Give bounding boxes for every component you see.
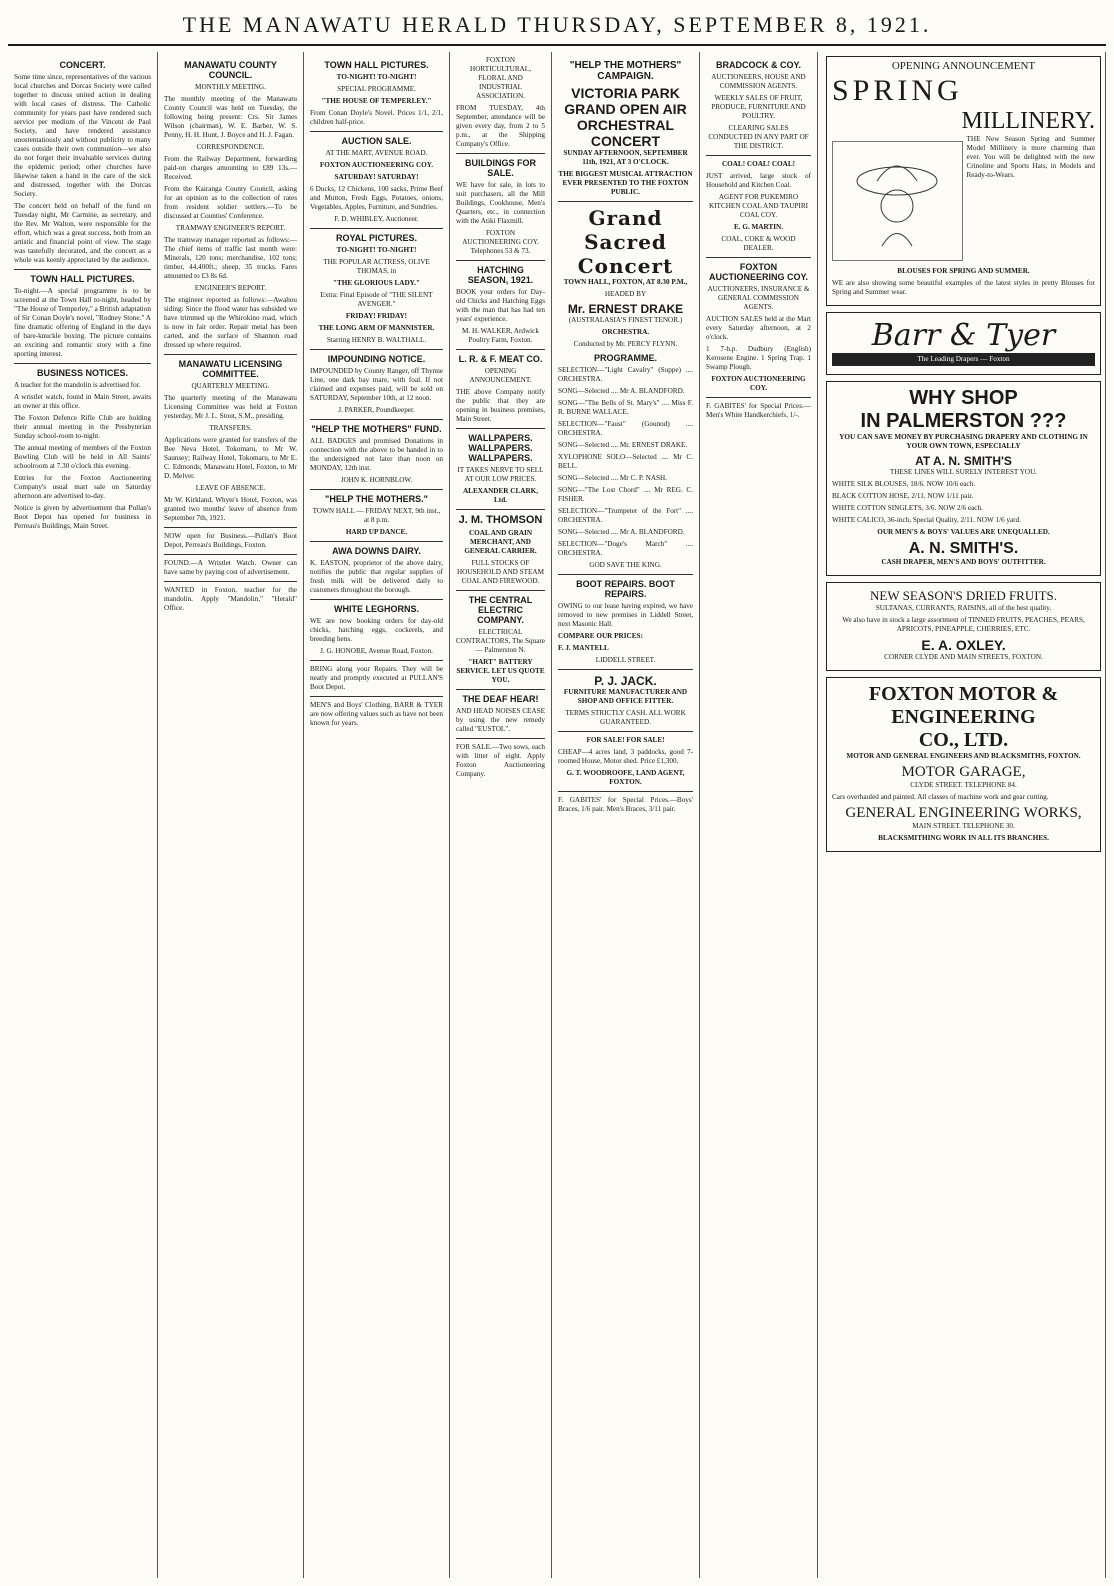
divider (706, 155, 811, 156)
column-5 (552, 52, 700, 1578)
ad-line: BLACKSMITHING WORK IN ALL ITS BRANCHES. (878, 834, 1049, 842)
notice-text: The annual meeting of members of the Foxton Bowling Club will be held in All Saints' schoolroom at 7.30 o'clock this evening. (14, 444, 151, 470)
heading-buildings-for-sale: BUILDINGS FOR SALE. (465, 158, 536, 178)
divider (310, 660, 443, 661)
ad-line: WE are now booking orders for day-old chicks, hatching eggs, cockerels, and breeding hens. (310, 617, 443, 643)
ad-line: FOR SALE! FOR SALE! (586, 736, 665, 744)
ad-line: ALEXANDER CLARK, Ltd. (462, 487, 539, 504)
ad-line: FURNITURE MANUFACTURER AND SHOP AND OFFICE FITTER. (563, 688, 688, 705)
ad-line: From Conan Doyle's Novel. Prices 1/1, 2/1, children half-price. (310, 109, 443, 126)
ad-line: F. J. MANTELL (558, 644, 609, 652)
ad-line: BRING along your Repairs. They will be neatly and promptly executed at PULLAN'S Boot Depot. (310, 665, 443, 691)
heading-awa-downs-dairy: AWA DOWNS DAIRY. (332, 546, 421, 556)
ad-line: "THE GLORIOUS LADY." (333, 279, 420, 287)
ad-line: FULL STOCKS OF HOUSEHOLD AND STEAM COAL AND FIREWOOD. (456, 559, 545, 585)
masthead (8, 6, 1106, 46)
ad-line: A. N. SMITH'S. (908, 540, 1019, 557)
notice-text: Notice is given by advertisement that Pullan's Boot Depot has opened for business in Perreau's Buildings, Main Street. (14, 504, 151, 530)
ad-line: SPRING (832, 74, 963, 107)
heading-county-council: MANAWATU COUNTY COUNCIL. (184, 60, 277, 80)
ad-line: WHY SHOP (909, 387, 1018, 409)
ad-line: G. T. WOODROOFE, LAND AGENT, FOXTON. (566, 769, 685, 786)
ad-line: AUCTIONEERS, INSURANCE & GENERAL COMMISSION AGENTS. (707, 285, 810, 311)
heading-white-leghorns: WHITE LEGHORNS. (334, 604, 419, 614)
ad-line: MAIN STREET. TELEPHONE 30. (912, 822, 1015, 830)
heading-pj-jack: P. J. JACK. (594, 674, 657, 688)
divider (310, 228, 443, 229)
ad-line: CO., LTD. (918, 729, 1009, 751)
ad-line: E. G. MARTIN. (733, 223, 784, 231)
ad-line: TO-NIGHT! TO-NIGHT! (336, 73, 417, 81)
divider (310, 131, 443, 132)
divider (456, 428, 545, 429)
divider (164, 581, 297, 582)
ad-line: JOHN K. HORNBLOW. (340, 476, 413, 484)
heading-programme: PROGRAMME. (594, 353, 657, 363)
ad-line: FOXTON AUCTIONEERING COY. Telephones 53 & 73. (462, 229, 539, 255)
programme-item: SELECTION—"Light Cavalry" (Suppe) .... ORCHESTRA. (558, 366, 693, 383)
article-text: The concert held on behalf of the fund on Tuesday night, Mr Carmine, as secretary, and the Rev. Mr Walton, were responsible for the effort, which was a great success, both from an artistic and financial point of view. The stage was tastefully decorated, and the concert as a whole was keenly appreciated by the audience. (14, 202, 151, 264)
ad-line: FOXTON MOTOR & (868, 683, 1059, 705)
programme-item: SELECTION—"Doge's March" .... ORCHESTRA. (558, 540, 693, 557)
column-6 (700, 52, 818, 1578)
divider (456, 509, 545, 510)
divider (456, 153, 545, 154)
ad-line: AT A. N. SMITH'S (915, 454, 1012, 468)
article-text: The engineer reported as follows:—Awahou siding: Since the flood water has subsided we have trimmed up the Whirokino road, which is now in fair order. Repair metal has been carted, and the surface of Shannon road dressed up where required. (164, 296, 297, 349)
divider (310, 541, 443, 542)
ad-line: "HART" BATTERY SERVICE. LET US QUOTE YOU. (456, 658, 545, 684)
ad-line: K. EASTON, proprietor of the above dairy, notifies the public that regular supplies of fresh milk will be delivered daily to customers throughout the borough. (310, 559, 443, 594)
article-text: From the Kairanga County Council, asking for an opinion as to the collection of rates from resident soldier settlers.—To be discussed at Counties' Conference. (164, 185, 297, 220)
ad-line: GENERAL ENGINEERING WORKS, (845, 805, 1082, 821)
subheading: ENGINEER'S REPORT. (194, 284, 267, 292)
article-text: To-night.—A special programme is to be screened at the Town Hall to-night, headed by "The House of Temperley," a British adaptation of Sir Conan Doyle's novel, "Rodney Stone." A fine dramatic offering of England in the days of bare-knuckle boxing. The picture contains an exciting and romantic story with a fine sporting interest. (14, 287, 151, 358)
ad-line: TO-NIGHT! TO-NIGHT! (336, 246, 417, 254)
heading-help-mothers: "HELP THE MOTHERS." (325, 494, 428, 504)
hat-icon (852, 151, 942, 251)
ad-line: YOU CAN SAVE MONEY BY PURCHASING DRAPERY AND CLOTHING IN YOUR OWN TOWN, ESPECIALLY (839, 433, 1088, 450)
ad-line: AT THE MART, AVENUE ROAD. (325, 149, 428, 157)
ad-line: JUST arrived, large stock of Household and Kitchen Coal. (706, 172, 811, 189)
heading-help-mothers-campaign: "HELP THE MOTHERS" CAMPAIGN. (569, 60, 682, 82)
ad-line: FRIDAY! FRIDAY! (345, 312, 408, 320)
ad-line: (AUSTRALASIA'S FINEST TENOR.) (568, 316, 683, 324)
price-item: WHITE COTTON SINGLETS, 3/6. NOW 2/6 each. (832, 504, 983, 512)
ad-line: NEW SEASON'S DRIED FRUITS. (869, 588, 1057, 603)
heading-hatching-season: HATCHING SEASON, 1921. (467, 265, 534, 285)
ad-line: COAL, COKE & WOOD DEALER. (721, 235, 796, 252)
notice-text: The Foxton Defence Rifle Club are holding their annual meeting in the Presbyterian Sunday school-room to-night. (14, 414, 151, 440)
heading-thomson: J. M. THOMSON (458, 514, 543, 526)
ad-line: E. A. OXLEY. (921, 637, 1006, 653)
programme-item: SONG—Selected .... Mr A. BLANDFORD. (558, 387, 685, 395)
ad-line: F. D. WHIBLEY, Auctioneer. (334, 215, 419, 223)
ad-line: SUNDAY AFTERNOON, SEPTEMBER 11th, 1921, AT 3 O'CLOCK. (563, 149, 688, 166)
ad-line: IN PALMERSTON ??? (860, 410, 1067, 432)
divider (558, 791, 693, 792)
ad-line: CLYDE STREET. TELEPHONE 84. (910, 781, 1017, 789)
ad-line: Mr. ERNEST DRAKE (567, 302, 684, 316)
ad-line: Barr & Tyer (871, 318, 1056, 353)
divider (706, 397, 811, 398)
heading-wallpapers: WALLPAPERS. WALLPAPERS. WALLPAPERS. (468, 433, 533, 463)
ad-line: OPENING ANNOUNCEMENT. (469, 367, 532, 384)
divider (310, 696, 443, 697)
ad-line: ENGINEERING (891, 706, 1036, 728)
subheading: TRAMWAY ENGINEER'S REPORT. (175, 224, 286, 232)
heading-concert: CONCERT. (59, 60, 106, 70)
price-item: WHITE SILK BLOUSES, 18/6. NOW 10/6 each. (832, 480, 975, 488)
ad-line: AND HEAD NOISES CEASE by using the new remedy called "EUSTOL". (456, 707, 545, 733)
ad-line: ALL BADGES and promised Donations in connection with the above to be handed in to the undersigned not later than noon on MONDAY, 12th inst. (310, 437, 443, 472)
ad-line: F. GABITES' for Special Prices.—Men's White Handkerchiefs, 1/-. (706, 402, 811, 419)
ad-line: OWING to our lease having expired, we have removed to new premises in Liddell Street, next Masonic Hall. (558, 602, 693, 628)
ad-line: THE above Company notify the public that they are opening in business premises, Main Street. (456, 388, 545, 423)
foxton-motor-ad (826, 677, 1101, 852)
millinery-ad (826, 56, 1101, 306)
divider (558, 201, 693, 202)
ad-line: SULTANAS, CURRANTS, RAISINS, all of the best quality. (875, 604, 1052, 612)
ad-line: SPECIAL PROGRAMME. (337, 85, 416, 93)
ad-line: SATURDAY! SATURDAY! (334, 173, 419, 181)
programme-item: SONG—"The Bells of St. Mary's" .... Miss F. R. BURNE WALLACE. (558, 399, 693, 416)
ad-line: Conducted by Mr. PERCY FLYNN. (573, 340, 678, 348)
subheading: CORRESPONDENCE. (196, 143, 265, 151)
ad-line: WE are also showing some beautiful examples of the latest styles in pretty Blouses for Spring and Summer wear. (832, 279, 1095, 296)
divider (456, 689, 545, 690)
classified-ad: FOUND.—A Wristlet Watch. Owner can have same by paying cost of advertisement. (164, 559, 297, 576)
article-text: Mr W. Kirkland, Whyte's Hotel, Foxton, was granted two months' leave of absence from September 7th, 1921. (164, 496, 297, 522)
ad-line: OUR MEN'S & BOYS' VALUES ARE UNEQUALLED. (877, 528, 1050, 536)
column-7 (822, 52, 1106, 1578)
ad-line: IT TAKES NERVE TO SELL AT OUR LOW PRICES. (457, 466, 544, 483)
subheading: LEAVE OF ABSENCE. (195, 484, 266, 492)
divider (164, 554, 297, 555)
heading-royal-pictures: ROYAL PICTURES. (335, 233, 418, 243)
ad-line: J. PARKER, Poundkeeper. (338, 406, 415, 414)
ad-line: THE POPULAR ACTRESS, OLIVE THOMAS, in (323, 258, 430, 275)
ad-line: MOTOR AND GENERAL ENGINEERS AND BLACKSMITHS, FOXTON. (846, 752, 1081, 760)
ad-line: HARD UP DANCE. (345, 528, 408, 536)
ad-line: BOOK your orders for Day-old Chicks and Hatching Eggs with the man that has had ten years' experience. (456, 288, 545, 323)
notice-text: A wristlet watch, found in Main Street, awaits an owner at this office. (14, 393, 151, 410)
divider (310, 349, 443, 350)
heading-horticultural: FOXTON HORTICULTURAL, FLORAL AND INDUSTRIAL ASSOCIATION. (470, 56, 531, 100)
article-text: Applications were granted for transfers of the Bee Neva Hotel, Tokomaru, to Mr W. Saunsey; Railway Hotel, Tokomaru, to Mr E. C. Edmonds; Manawatu Hotel, Foxton, to Mr D. Melver. (164, 436, 297, 480)
heading-bradcock: BRADCOCK & COY. (715, 60, 801, 70)
ad-line: VICTORIA PARK (571, 85, 680, 101)
programme-item: SELECTION—"Trumpeter of the Fort" .... ORCHESTRA. (558, 507, 693, 524)
ad-line: "THE HOUSE OF TEMPERLEY." (321, 97, 432, 105)
heading-boot-repairs: BOOT REPAIRS. BOOT REPAIRS. (576, 579, 675, 599)
subheading: QUARTERLY MEETING. (191, 382, 270, 390)
masthead-title: THE MANAWATU HERALD THURSDAY, SEPTEMBER 8, 1921. (182, 12, 932, 37)
ad-line: OPENING ANNOUNCEMENT (891, 60, 1036, 72)
divider (456, 260, 545, 261)
divider (456, 738, 545, 739)
ad-line: THE New Season Spring and Summer Model Millinery is more charming than ever. You will be delighted with the new Crinoline and Sports Hats, in Models and Ready-to-Wears. (966, 135, 1095, 179)
heading-licensing-committee: MANAWATU LICENSING COMMITTEE. (178, 359, 283, 379)
ad-line: BLOUSES FOR SPRING AND SUMMER. (897, 267, 1030, 275)
heading-town-hall-pictures: TOWN HALL PICTURES. (30, 274, 135, 284)
ad-line: THE LONG ARM OF MANNISTER. (318, 324, 435, 332)
price-item: BLACK COTTON HOSE, 2/11. NOW 1/11 pair. (832, 492, 974, 500)
ad-line: GOD SAVE THE KING. (589, 561, 662, 569)
article-text: The quarterly meeting of the Manawatu Licensing Committee was held at Foxton yesterday, Mr J. L. Stout, S.M., presiding. (164, 394, 297, 420)
ad-line: MEN'S and Boys' Clothing, BARR & TYER are now offering values such as have not been known for years. (310, 701, 443, 727)
classified-ad: NOW open for Business.—Pullan's Boot Depot, Perreau's Buildings, Foxton. (164, 532, 297, 549)
ad-line: We also have in stock a large assortment of TINNED FRUITS, PEACHES, PEARS, APRICOTS, PINEAPPLE, CHERRIES, ETC. (842, 616, 1085, 633)
ad-line: WE have for sale, in lots to suit purchasers, all the Mill Buildings, Cookhouse, Men's Quarters, etc., in connection with the Atiki Flaxmill. (456, 181, 545, 225)
ad-line: COAL! COAL! COAL! (721, 160, 796, 168)
ad-line: MOTOR GARAGE, (901, 764, 1026, 780)
divider (456, 349, 545, 350)
heading-help-mothers-fund: "HELP THE MOTHERS" FUND. (311, 424, 442, 434)
divider (310, 489, 443, 490)
divider (310, 599, 443, 600)
divider (558, 669, 693, 670)
divider (14, 269, 151, 270)
ad-line: IMPOUNDED by County Ranger, off Thynne Line, one dark bay mare, with foal. If not claimed and expenses paid, will be sold on SATURDAY, September 10th, at 12 noon. (310, 367, 443, 402)
price-item: WHITE CALICO, 36-inch, Special Quality, 2/11. NOW 1/6 yard. (832, 516, 1021, 524)
ad-line: Cars overhauled and painted. All classes of machine work and gear cutting. (832, 793, 1049, 801)
hat-illustration (832, 141, 963, 261)
ad-line: CHEAP—4 acres land, 3 paddocks, good 7-roomed House, Motor shed. Price £1,300. (558, 748, 693, 765)
divider (164, 527, 297, 528)
column-4 (450, 52, 552, 1578)
heading-central-electric: THE CENTRAL ELECTRIC COMPANY. (468, 595, 533, 625)
notice-text: A teacher for the mandolin is advertised for. (14, 381, 141, 389)
subheading: MONTHLY MEETING. (195, 83, 266, 91)
barr-tyer-logo (826, 312, 1101, 375)
ad-line: FROM TUESDAY, 4th September, attendance will be given every day, from 2 to 5 p.m., at the Shipping Company's Office. (456, 104, 545, 148)
ad-line: THE BIGGEST MUSICAL ATTRACTION EVER PRESENTED TO THE FOXTON PUBLIC. (558, 170, 693, 196)
ad-line: GRAND OPEN AIR (564, 101, 687, 117)
ad-line: CASH DRAPER, MEN'S AND BOYS' OUTFITTER. (881, 558, 1046, 566)
programme-item: SELECTION—"Faust" (Gounod) .... ORCHESTRA. (558, 420, 693, 437)
ad-line: J. G. HONORE, Avenue Road, Foxton. (320, 647, 433, 655)
ad-line: TERMS STRICTLY CASH. ALL WORK GUARANTEED. (565, 709, 686, 726)
ad-line: M. H. WALKER, Ardwick Poultry Farm, Foxton. (462, 327, 539, 344)
programme-item: SONG—Selected .... Mr. ERNEST DRAKE. (558, 441, 688, 449)
divider (558, 574, 693, 575)
ad-line: TOWN HALL — FRIDAY NEXT, 9th inst., at 8 p.m. (312, 507, 441, 524)
programme-item: XYLOPHONE SOLO—Selected .... Mr C. BELL. (558, 453, 693, 470)
ad-line: COMPARE OUR PRICES: (558, 632, 643, 640)
ad-line: FOXTON AUCTIONEERING COY. (711, 375, 806, 392)
heading-foxton-auctioneering: FOXTON AUCTIONEERING COY. (708, 262, 808, 282)
ad-line: FOR SALE.—Two sows, each with litter of eight. Apply Foxton Auctioneering Company. (456, 743, 545, 778)
heading-impounding: IMPOUNDING NOTICE. (327, 354, 426, 364)
ad-line: ELECTRICAL CONTRACTORS, The Square — Palmerston N. (456, 628, 545, 654)
ad-line: 6 Ducks, 12 Chickens, 100 sacks, Prime Beef and Mutton, Fresh Eggs, Potatoes, onions, Vegetables, Apples, Furniture, and Sundries. (310, 185, 443, 211)
ad-line: AUCTIONEERS, HOUSE AND COMMISSION AGENTS. (711, 73, 806, 90)
notice-text: Entries for the Foxton Auctioneering Company's usual mart sale on Saturday afternoon are advertised to-day. (14, 474, 151, 500)
article-text: The monthly meeting of the Manawatu County Council was held on Tuesday, the following being present: Crs. Sir James Wilson (chairman), W. E. Barber, W. S. Penny, H. H. Hunt, J. Boyce and H. J. Fagan. (164, 95, 297, 139)
ad-line: ORCHESTRA. (601, 328, 650, 336)
ad-line: THESE LINES WILL SURELY INTEREST YOU. (889, 468, 1038, 476)
ad-line: 1 7-h.p. Dudbury (English) Kerosene Engine. 1 Spring Trap. 1 Swamp Plough. (706, 345, 811, 371)
heading-deaf-hear: THE DEAF HEAR! (462, 694, 539, 704)
programme-item: SONG—"The Lost Chord" .... Mr REG. C. FISHER. (558, 486, 693, 503)
ad-line: AUCTION SALES held at the Mart every Saturday afternoon, at 2 o'clock. (706, 315, 811, 341)
ad-line: CORNER CLYDE AND MAIN STREETS, FOXTON. (884, 653, 1043, 661)
ad-line: AGENT FOR PUKEMIRO KITCHEN COAL AND TAUPIRI COAL COY. (708, 193, 809, 219)
millinery-body (832, 135, 1095, 267)
programme-item: SONG—Selected .... Mr A. BLANDFORD. (558, 528, 685, 536)
divider (310, 419, 443, 420)
programme-item: SONG—Selected .... Mr C. P. NASH. (558, 474, 668, 482)
column-3 (304, 52, 450, 1578)
heading-meat-co: L. R. & F. MEAT CO. (458, 354, 543, 364)
classified-ad: WANTED in Foxton, teacher for the mandolin. Apply "Mandolin," "Herald" Office. (164, 586, 297, 612)
divider (558, 731, 693, 732)
smith-ad (826, 381, 1101, 576)
dried-fruits-ad (826, 582, 1101, 671)
ad-line: LIDDELL STREET. (595, 656, 656, 664)
concert-title: Grand Sacred Concert (577, 206, 674, 278)
ad-line: Extra: Final Episode of "THE SILENT AVENGER." (320, 291, 433, 308)
ad-line: ORCHESTRAL CONCERT (576, 117, 675, 149)
ad-line: The Leading Drapers — Foxton (832, 353, 1095, 366)
ad-line: F. GABITES' for Special Prices.—Boys' Braces, 1/6 pair. Men's Braces, 3/11 pair. (558, 796, 693, 813)
divider (164, 354, 297, 355)
article-text: The tramway manager reported as follows:—The chief items of traffic last month were: Minerals, 120 tons; merchandise, 102 tons; timber, 44,400ft.; sheep, 35 trucks. Fares amounted to £3 8s 6d. (164, 236, 297, 280)
ad-line: HEADED BY (604, 290, 647, 298)
divider (456, 590, 545, 591)
column-1 (8, 52, 158, 1578)
ad-line: MILLINERY. (961, 108, 1095, 134)
divider (706, 257, 811, 258)
heading-town-hall-pictures-ad: TOWN HALL PICTURES. (324, 60, 429, 70)
ad-line: CLEARING SALES CONDUCTED IN ANY PART OF THE DISTRICT. (708, 124, 809, 150)
divider (14, 363, 151, 364)
article-text: From the Railway Department, forwarding paid-on charges amounting to £89 13s.—Received. (164, 155, 297, 181)
ad-line: TOWN HALL, FOXTON, AT 8.30 P.M., (563, 278, 688, 286)
ad-line: Starring HENRY B. WALTHALL. (326, 336, 427, 344)
subheading: TRANSFERS. (209, 424, 252, 432)
heading-auction-sale: AUCTION SALE. (341, 136, 412, 146)
ad-line: WEEKLY SALES OF FRUIT, PRODUCE, FURNITURE AND POULTRY. (711, 94, 806, 120)
article-text: Some time since, representatives of the various local churches and Dorcas Society were called together to discuss united action in dealing with local cases of distress. The Catholic community for years past have rendered such service per medium of the Vincent de Paul Society, and have rendered assistance unostentatiously and without publicity to many cases outside their own communion—we also do not forget their invaluable services during the epidemic period; other churches have likewise taken a hand in the care of the sick and distressed, together with the Dorcas Society. (14, 73, 151, 198)
heading-business-notices: BUSINESS NOTICES. (36, 368, 128, 378)
column-2 (158, 52, 304, 1578)
ad-line: COAL AND GRAIN MERCHANT, AND GENERAL CARRIER. (464, 529, 537, 555)
ad-line: FOXTON AUCTIONEERING COY. (319, 161, 434, 169)
